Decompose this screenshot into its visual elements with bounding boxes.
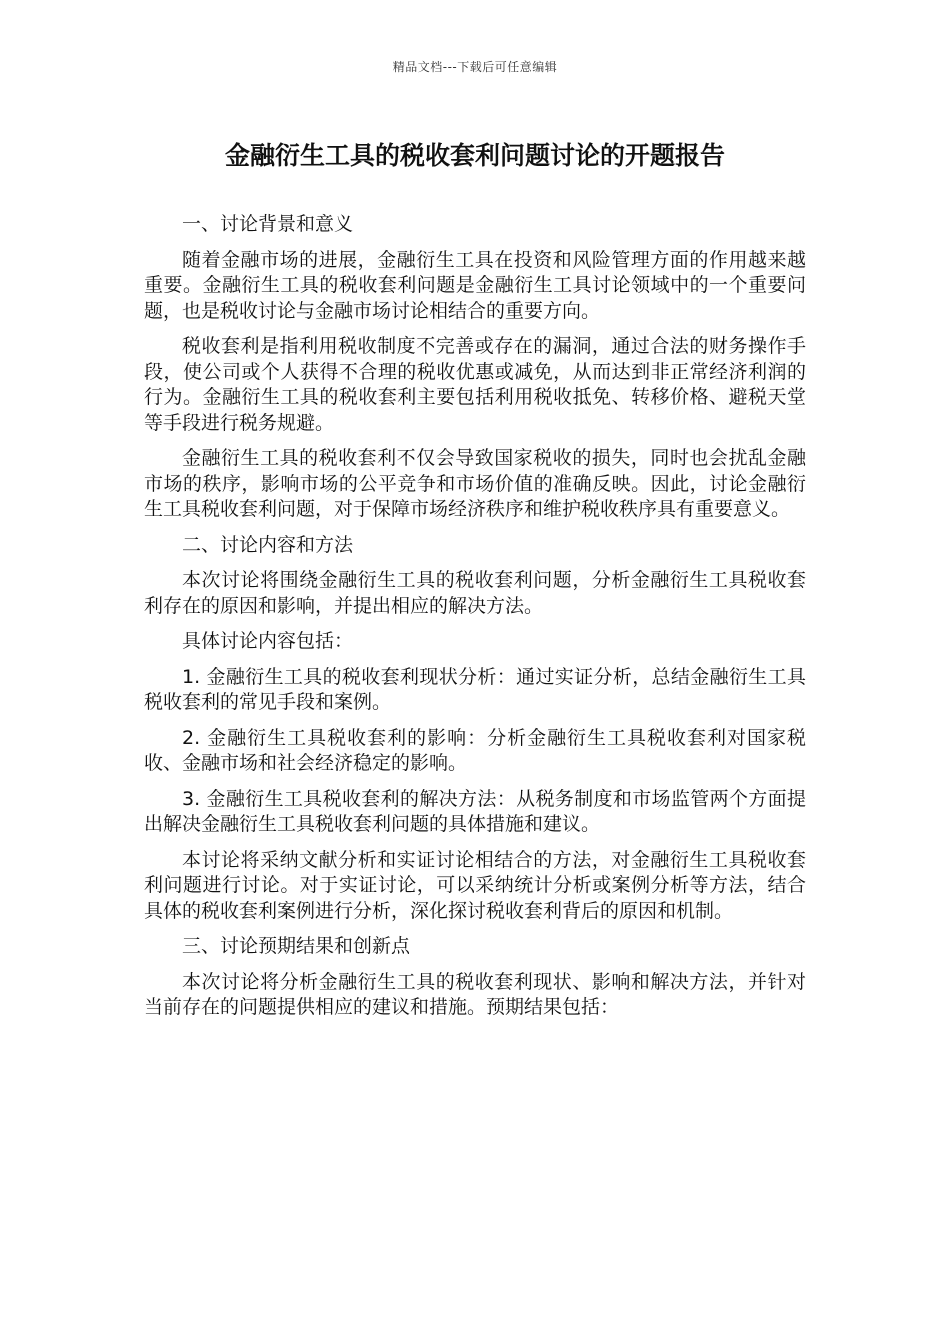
header-note: 精品文档---下载后可任意编辑 xyxy=(392,60,558,74)
paragraph-intro: 随着金融市场的进展，金融衍生工具在投资和风险管理方面的作用越来越重要。金融衍生工具的税收套利问题是金融衍生工具讨论领域中的一个重要问题，也是税收讨论与金融市场讨论相结合的重要方向。 xyxy=(144,248,806,322)
paragraph-content-lead: 具体讨论内容包括： xyxy=(182,630,354,652)
paragraph-definition: 税收套利是指利用税收制度不完善或存在的漏洞，通过合法的财务操作手段，使公司或个人获得不合理的税收优惠或减免，从而达到非正常经济利润的行为。金融衍生工具的税收套利主要包括利用税收抵免、转移价格、避税天堂等手段进行税务规避。 xyxy=(144,335,806,434)
section-heading-content-method: 二、讨论内容和方法 xyxy=(182,533,354,556)
list-item-3: 3. 金融衍生工具税收套利的解决方法：从税务制度和市场监管两个方面提出解决金融衍生工具税收套利问题的具体措施和建议。 xyxy=(144,787,806,835)
section-heading-background: 一、讨论背景和意义 xyxy=(182,213,354,235)
paragraph-method: 本讨论将采纳文献分析和实证讨论相结合的方法，对金融衍生工具税收套利问题进行讨论。对于实证讨论，可以采纳统计分析或案例分析等方法，结合具体的税收套利案例进行分析，深化探讨税收套利背后的原因和机制。 xyxy=(144,848,806,922)
section-heading-expected-results: 三、讨论预期结果和创新点 xyxy=(182,935,411,957)
paragraph-scope: 本次讨论将围绕金融衍生工具的税收套利问题，分析金融衍生工具税收套利存在的原因和影响，并提出相应的解决方法。 xyxy=(144,569,806,617)
document-body xyxy=(144,212,806,1031)
paragraph-significance: 金融衍生工具的税收套利不仅会导致国家税收的损失，同时也会扰乱金融市场的秩序，影响市场的公平竞争和市场价值的准确反映。因此，讨论金融衍生工具税收套利问题，对于保障市场经济秩序和维护税收秩序具有重要意义。 xyxy=(144,447,806,520)
list-item-2: 2. 金融衍生工具税收套利的影响：分析金融衍生工具税收套利对国家税收、金融市场和社会经济稳定的影响。 xyxy=(144,726,806,774)
paragraph-expected-results: 本次讨论将分析金融衍生工具的税收套利现状、影响和解决方法，并针对当前存在的问题提供相应的建议和措施。预期结果包括： xyxy=(144,970,806,1018)
list-item-1: 1. 金融衍生工具的税收套利现状分析：通过实证分析，总结金融衍生工具税收套利的常见手段和案例。 xyxy=(144,665,806,713)
document-title: 金融衍生工具的税收套利问题讨论的开题报告 xyxy=(224,141,725,170)
